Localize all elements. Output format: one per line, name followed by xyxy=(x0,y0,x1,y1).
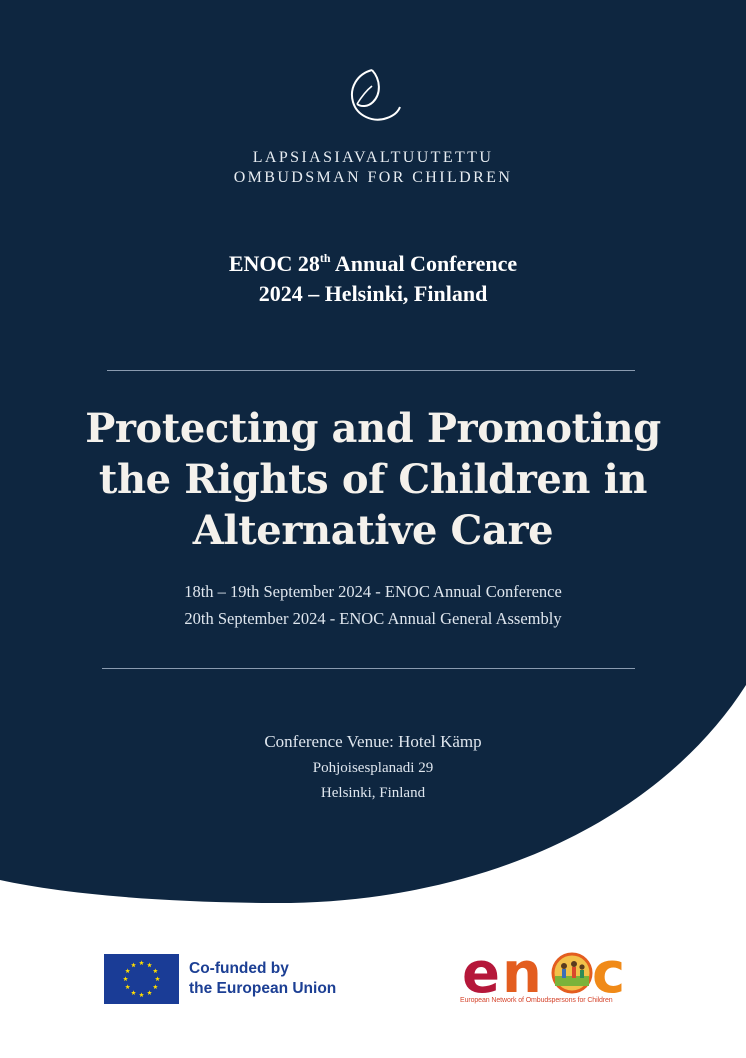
eu-star-icon xyxy=(123,976,128,981)
eu-star-icon xyxy=(155,976,160,981)
svg-text:c: c xyxy=(592,946,622,1006)
conference-year-location: 2024 – Helsinki, Finland xyxy=(258,281,488,306)
conference-edition: ENOC 28th Annual Conference xyxy=(228,251,518,276)
eu-cofunded-line1: Co-funded by xyxy=(189,960,289,977)
enoc-tagline: European Network of Ombudspersons for Children xyxy=(460,997,613,1004)
eu-star-icon xyxy=(131,990,136,995)
venue-street: Pohjoisesplanadi 29 xyxy=(312,760,434,776)
eu-star-icon xyxy=(125,968,130,973)
eu-star-icon xyxy=(139,960,144,965)
venue-label: Conference Venue: Hotel Kämp xyxy=(264,732,482,751)
leaf-logo-icon xyxy=(343,66,405,124)
date-general-assembly: 20th September 2024 - ENOC Annual General Assembly xyxy=(184,609,562,628)
eu-star-icon xyxy=(139,992,144,997)
org-name-english: OMBUDSMAN FOR CHILDREN xyxy=(233,169,513,186)
divider-bottom xyxy=(102,668,635,669)
svg-text:e: e xyxy=(462,946,496,1006)
venue-city: Helsinki, Finland xyxy=(320,785,426,801)
title-line-3: Alternative Care xyxy=(192,507,554,554)
org-name-finnish: LAPSIASIAVALTUUTETTU xyxy=(252,149,494,166)
eu-flag-icon xyxy=(104,954,179,1004)
document-title xyxy=(0,403,746,556)
eu-star-icon xyxy=(147,990,152,995)
eu-cofunded-line2: the European Union xyxy=(189,980,337,997)
title-line-2: the Rights of Children in xyxy=(98,456,648,503)
eu-star-icon xyxy=(153,984,158,989)
eu-star-icon xyxy=(153,968,158,973)
svg-text:n: n xyxy=(502,946,538,1006)
divider-top xyxy=(107,370,635,371)
eu-star-icon xyxy=(147,963,152,968)
eu-star-icon xyxy=(131,963,136,968)
eu-star-icon xyxy=(125,984,130,989)
title-line-1: Protecting and Promoting xyxy=(85,405,661,452)
date-conference: 18th – 19th September 2024 - ENOC Annual Conference xyxy=(184,582,562,601)
